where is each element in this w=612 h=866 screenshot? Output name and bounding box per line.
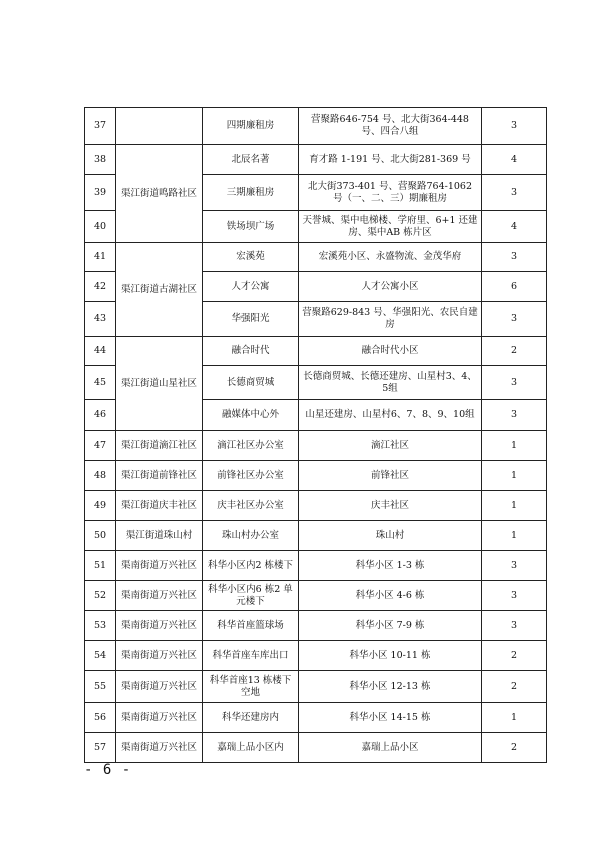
site-cell: 华强阳光 [203,302,299,337]
site-cell: 科华还建房内 [203,703,299,733]
row-number: 42 [85,272,116,302]
area-cell: 滴江社区 [299,431,482,461]
site-cell: 科华小区内6 栋2 单元楼下 [203,581,299,611]
table-row [85,521,547,551]
count-cell: 3 [482,366,547,400]
area-cell: 营聚路646-754 号、北大街364-448 号、四合八组 [299,108,482,145]
site-cell: 科华小区内2 栋楼下 [203,551,299,581]
count-cell: 1 [482,491,547,521]
table-row [85,145,547,175]
count-cell: 2 [482,337,547,366]
area-cell: 山星还建房、山星村6、7、8、9、10组 [299,400,482,431]
table-row [85,551,547,581]
row-number: 51 [85,551,116,581]
site-cell: 人才公寓 [203,272,299,302]
site-cell: 科华首座篮球场 [203,611,299,641]
table-row [85,431,547,461]
count-cell: 3 [482,108,547,145]
community-cell [116,108,203,145]
area-cell: 科华小区 1-3 栋 [299,551,482,581]
site-cell: 宏溪苑 [203,243,299,272]
row-number: 54 [85,641,116,671]
table-row [85,733,547,763]
table-row [85,337,547,366]
page-number: - 6 - [84,762,132,778]
row-number: 46 [85,400,116,431]
area-cell: 科华小区 12-13 栋 [299,671,482,703]
area-cell: 融合时代小区 [299,337,482,366]
community-cell: 渠江街道山星社区 [116,337,203,431]
row-number: 48 [85,461,116,491]
area-cell: 天誉城、渠中电梯楼、学府里、6+1 还建房、渠中AB 栋片区 [299,211,482,243]
area-cell: 科华小区 14-15 栋 [299,703,482,733]
count-cell: 3 [482,611,547,641]
area-cell: 珠山村 [299,521,482,551]
area-cell: 前锋社区 [299,461,482,491]
area-cell: 嘉瑞上品小区 [299,733,482,763]
row-number: 47 [85,431,116,461]
site-cell: 滴江社区办公室 [203,431,299,461]
table-row [85,581,547,611]
count-cell: 3 [482,581,547,611]
count-cell: 4 [482,211,547,243]
count-cell: 3 [482,302,547,337]
count-cell: 1 [482,521,547,551]
count-cell: 3 [482,175,547,211]
site-cell: 北辰名著 [203,145,299,175]
row-number: 56 [85,703,116,733]
count-cell: 3 [482,551,547,581]
count-cell: 3 [482,400,547,431]
count-cell: 1 [482,703,547,733]
table-row [85,461,547,491]
row-number: 55 [85,671,116,703]
count-cell: 6 [482,272,547,302]
table-row [85,703,547,733]
row-number: 49 [85,491,116,521]
site-cell: 四期廉租房 [203,108,299,145]
count-cell: 2 [482,641,547,671]
community-cell: 渠江街道鸣路社区 [116,145,203,243]
area-cell: 科华小区 10-11 栋 [299,641,482,671]
area-cell: 营聚路629-843 号、华强阳光、农民自建房 [299,302,482,337]
community-cell: 渠江街道滴江社区 [116,431,203,461]
count-cell: 2 [482,733,547,763]
community-cell: 渠江街道庆丰社区 [116,491,203,521]
site-cell: 珠山村办公室 [203,521,299,551]
area-cell: 人才公寓小区 [299,272,482,302]
community-cell: 渠江街道珠山村 [116,521,203,551]
row-number: 45 [85,366,116,400]
site-cell: 嘉瑞上品小区内 [203,733,299,763]
table-row [85,611,547,641]
count-cell: 3 [482,243,547,272]
site-cell: 融合时代 [203,337,299,366]
area-cell: 北大街373-401 号、营聚路764-1062 号（一、二、三）期廉租房 [299,175,482,211]
community-cell: 渠南街道万兴社区 [116,551,203,581]
row-number: 41 [85,243,116,272]
row-number: 39 [85,175,116,211]
count-cell: 1 [482,431,547,461]
site-cell: 融媒体中心外 [203,400,299,431]
site-cell: 前锋社区办公室 [203,461,299,491]
count-cell: 4 [482,145,547,175]
community-cell: 渠江街道古湖社区 [116,243,203,337]
row-number: 37 [85,108,116,145]
site-cell: 长德商贸城 [203,366,299,400]
site-cell: 铁场坝广场 [203,211,299,243]
community-cell: 渠江街道前锋社区 [116,461,203,491]
table-row [85,671,547,703]
area-cell: 宏溪苑小区、永盛物流、金茂华府 [299,243,482,272]
community-cell: 渠南街道万兴社区 [116,581,203,611]
area-cell: 庆丰社区 [299,491,482,521]
table-row [85,491,547,521]
count-cell: 2 [482,671,547,703]
table-row [85,108,547,145]
area-cell: 育才路 1-191 号、北大街281-369 号 [299,145,482,175]
community-cell: 渠南街道万兴社区 [116,641,203,671]
area-cell: 科华小区 4-6 栋 [299,581,482,611]
row-number: 40 [85,211,116,243]
community-cell: 渠南街道万兴社区 [116,703,203,733]
table-row [85,641,547,671]
row-number: 53 [85,611,116,641]
community-cell: 渠南街道万兴社区 [116,671,203,703]
community-cell: 渠南街道万兴社区 [116,733,203,763]
count-cell: 1 [482,461,547,491]
row-number: 52 [85,581,116,611]
site-cell: 科华首座13 栋楼下空地 [203,671,299,703]
row-number: 43 [85,302,116,337]
row-number: 50 [85,521,116,551]
data-table [84,107,547,763]
row-number: 57 [85,733,116,763]
area-cell: 长德商贸城、长德还建房、山星村3、4、5组 [299,366,482,400]
site-cell: 三期廉租房 [203,175,299,211]
community-cell: 渠南街道万兴社区 [116,611,203,641]
row-number: 38 [85,145,116,175]
site-cell: 庆丰社区办公室 [203,491,299,521]
site-cell: 科华首座车库出口 [203,641,299,671]
area-cell: 科华小区 7-9 栋 [299,611,482,641]
table-row [85,243,547,272]
row-number: 44 [85,337,116,366]
